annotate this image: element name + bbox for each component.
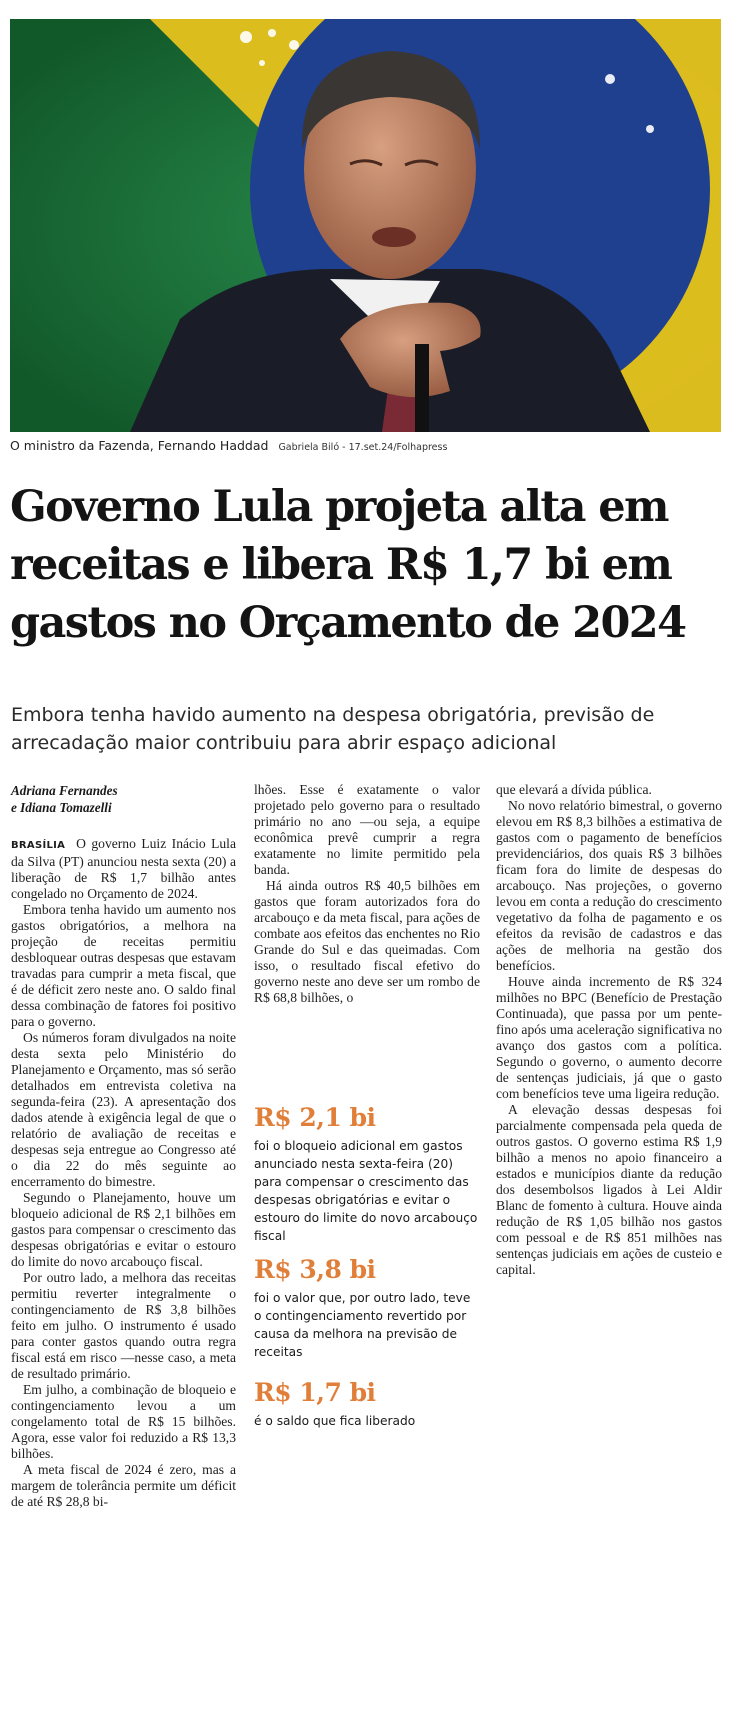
caption-text: O ministro da Fazenda, Fernando Haddad [10,438,269,453]
headline: Governo Lula projeta alta em receitas e libera R$ 1,7 bi em gastos no Orçamento de 2024 [10,482,686,648]
paragraph: Há ainda outros R$ 40,5 bilhões em gastos que foram autorizados fora do arcabouço e da meta fiscal, para ações de combate aos efeitos das enchentes no Rio Grande do Sul e das queimadas. Com isso, o resultado fiscal efetivo do governo neste ano deve ser um rombo de R$ 68,8 bilhões, o [254,878,480,1005]
paragraph: A meta fiscal de 2024 é zero, mas a margem de tolerância permite um déficit de até R$ 28,8 bi- [11,1462,236,1509]
subheadline: Embora tenha havido aumento na despesa obrigatória, previsão de arrecadação maior contribuiu para abrir espaço adicional [11,704,655,754]
byline-author-1: Adriana Fernandes [11,783,118,798]
paragraph-text: O governo Luiz Inácio Lula da Silva (PT) anunciou nesta sexta (20) a liberação de R$ 1,7 bilhão antes congelado no Orçamento de 2024. [11,836,236,901]
paragraph: Em julho, a combinação de bloqueio e contingenciamento levou a um congelamento total de R$ 15 bilhões. Agora, esse valor foi reduzido a R$ 13,3 bilhões. [11,1382,236,1461]
byline [11,782,236,816]
stat-value: R$ 3,8 bi [254,1255,376,1284]
stat-description: foi o bloqueio adicional em gastos anunciado nesta sexta-feira (20) para compensar o crescimento das despesas obrigatórias e evitar o estouro do limite do novo arcabouço fiscal [254,1139,478,1243]
paragraph: Por outro lado, a melhora das receitas permitiu reverter integralmente o contingenciamento de R$ 3,8 bilhões feito em julho. O instrumento é usado para conter gastos quando outra regra fiscal está em risco —nesse caso, a meta de resultado primário. [11,1270,236,1381]
article-column-3 [496,782,722,1278]
paragraph: No novo relatório bimestral, o governo elevou em R$ 8,3 bilhões a estimativa de gastos com o pagamento de benefícios previdenciários, dos quais R$ 3 bilhões ficam fora do limite de despesas do arcabouço. Nas projeções, o governo levou em conta a redução do crescimento vegetativo da folha de pagamento e os efeitos da revisão de cadastros e das ações de melhoria na gestão dos benefícios. [496,798,722,973]
article-column-1 [11,836,236,1510]
byline-author-2: e Idiana Tomazelli [11,800,112,815]
paragraph: que elevará a dívida pública. [496,782,652,797]
photo-illustration [10,19,721,432]
stat-box [254,1103,480,1245]
article-column-2 [254,782,480,1006]
stat-value: R$ 2,1 bi [254,1103,376,1132]
stat-box [254,1378,480,1430]
paragraph: A elevação dessas despesas foi parcialmente compensada pela queda de outros gastos. O governo estima R$ 1,9 bilhão a menos no apoio financeiro a estados e municípios diante da redução dos desembolsos ligados à Lei Aldir Blanc de fomento à cultura. Houve ainda redução de R$ 1,05 bilhão nos gastos com pessoal e de R$ 851 milhões nas sentenças judiciais em ações de custeio e capital. [496,1102,722,1277]
stat-value: R$ 1,7 bi [254,1378,376,1407]
paragraph: lhões. Esse é exatamente o valor projetado pelo governo para o resultado primário no ano —ou seja, a equipe econômica prevê cumprir a regra exatamente no limite permitido pela banda. [254,782,480,877]
photo-caption [10,438,721,453]
stat-description: foi o valor que, por outro lado, teve o contingenciamento revertido por causa da melhora na previsão de receitas [254,1291,471,1359]
photo-credit: Gabriela Biló - 17.set.24/Folhapress [278,442,448,453]
paragraph: Embora tenha havido um aumento nos gastos obrigatórios, a melhora na projeção de receitas permitiu desbloquear outras despesas que estavam travadas para cumprir a meta fiscal, que é de déficit zero neste ano. O saldo final dessa combinação de fatores foi positivo para o governo. [11,902,236,1029]
paragraph: Houve ainda incremento de R$ 324 milhões no BPC (Benefício de Prestação Continuada), que passa por um pente-fino após uma aceleração significativa no avanço dos gastos com a política. Segundo o governo, o aumento decorre de sentenças judiciais, já que o gasto com benefícios teve uma ligeira redução. [496,974,722,1101]
paragraph: Segundo o Planejamento, houve um bloqueio adicional de R$ 2,1 bilhões em gastos para compensar o crescimento das despesas obrigatórias e evitar o estouro do limite do novo arcabouço fiscal. [11,1190,236,1269]
lead-photo [10,19,721,432]
paragraph: Os números foram divulgados na noite desta sexta pelo Ministério do Planejamento e Orçamento, mas só serão detalhados em entrevista coletiva na segunda-feira (23). A apresentação dos dados atende à exigência legal de que o relatório de avaliação de receitas e despesas seja entregue ao Congresso até o dia 22 do mês seguinte ao encerramento do bimestre. [11,1030,236,1189]
stat-box [254,1255,480,1361]
dateline: BRASÍLIA [11,840,66,851]
stat-description: é o saldo que fica liberado [254,1414,416,1428]
paragraph [11,836,236,902]
